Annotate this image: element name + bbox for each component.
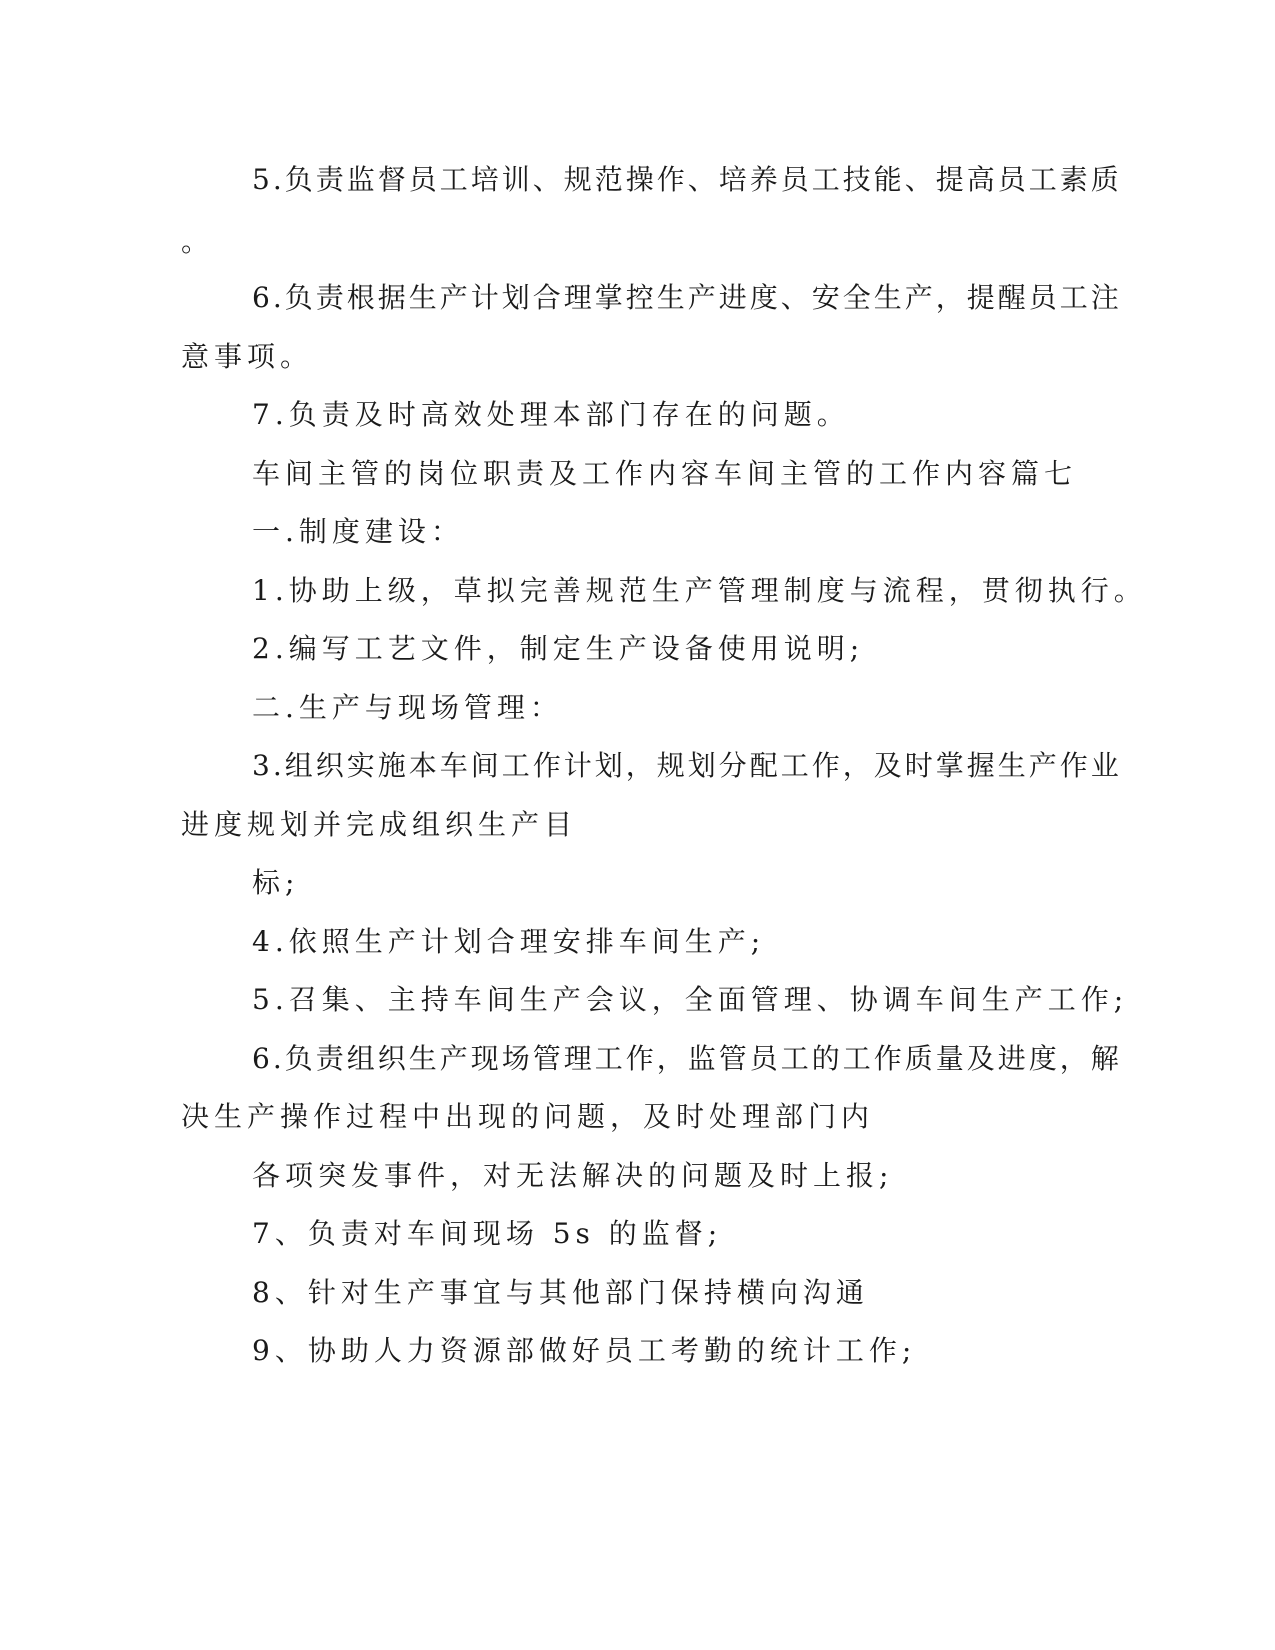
paragraph-line: 进度规划并完成组织生产目 xyxy=(181,808,578,841)
section-heading: 车间主管的岗位职责及工作内容车间主管的工作内容篇七 xyxy=(252,457,1078,490)
paragraph-line: 6.负责根据生产计划合理掌控生产进度、安全生产，提醒员工注 xyxy=(252,281,1122,314)
paragraph-line: 7、负责对车间现场 5s 的监督; xyxy=(252,1217,723,1250)
paragraph-line: 1.协助上级，草拟完善规范生产管理制度与流程，贯彻执行。 xyxy=(252,574,1147,607)
paragraph-line: 意事项。 xyxy=(181,340,314,373)
section-heading: 二.生产与现场管理： xyxy=(252,691,563,724)
paragraph-line: 5.召集、主持车间生产会议，全面管理、协调车间生产工作; xyxy=(252,983,1129,1016)
paragraph-line: 4.依照生产计划合理安排车间生产; xyxy=(252,925,766,958)
paragraph-line: 各项突发事件，对无法解决的问题及时上报; xyxy=(252,1159,894,1192)
paragraph-line: 2.编写工艺文件，制定生产设备使用说明; xyxy=(252,632,865,665)
paragraph-line: 。 xyxy=(181,225,215,258)
paragraph-line: 标; xyxy=(252,866,300,899)
paragraph-line: 7.负责及时高效处理本部门存在的问题。 xyxy=(252,398,850,431)
paragraph-line: 3.组织实施本车间工作计划，规划分配工作，及时掌握生产作业 xyxy=(252,749,1122,782)
paragraph-line: 6.负责组织生产现场管理工作，监管员工的工作质量及进度，解 xyxy=(252,1042,1122,1075)
paragraph-line: 决生产操作过程中出现的问题，及时处理部门内 xyxy=(181,1100,875,1133)
paragraph-line: 9、协助人力资源部做好员工考勤的统计工作; xyxy=(252,1334,917,1367)
paragraph-line: 5.负责监督员工培训、规范操作、培养员工技能、提高员工素质 xyxy=(252,163,1122,196)
paragraph-line: 8、针对生产事宜与其他部门保持横向沟通 xyxy=(252,1276,869,1309)
section-heading: 一.制度建设： xyxy=(252,515,464,548)
